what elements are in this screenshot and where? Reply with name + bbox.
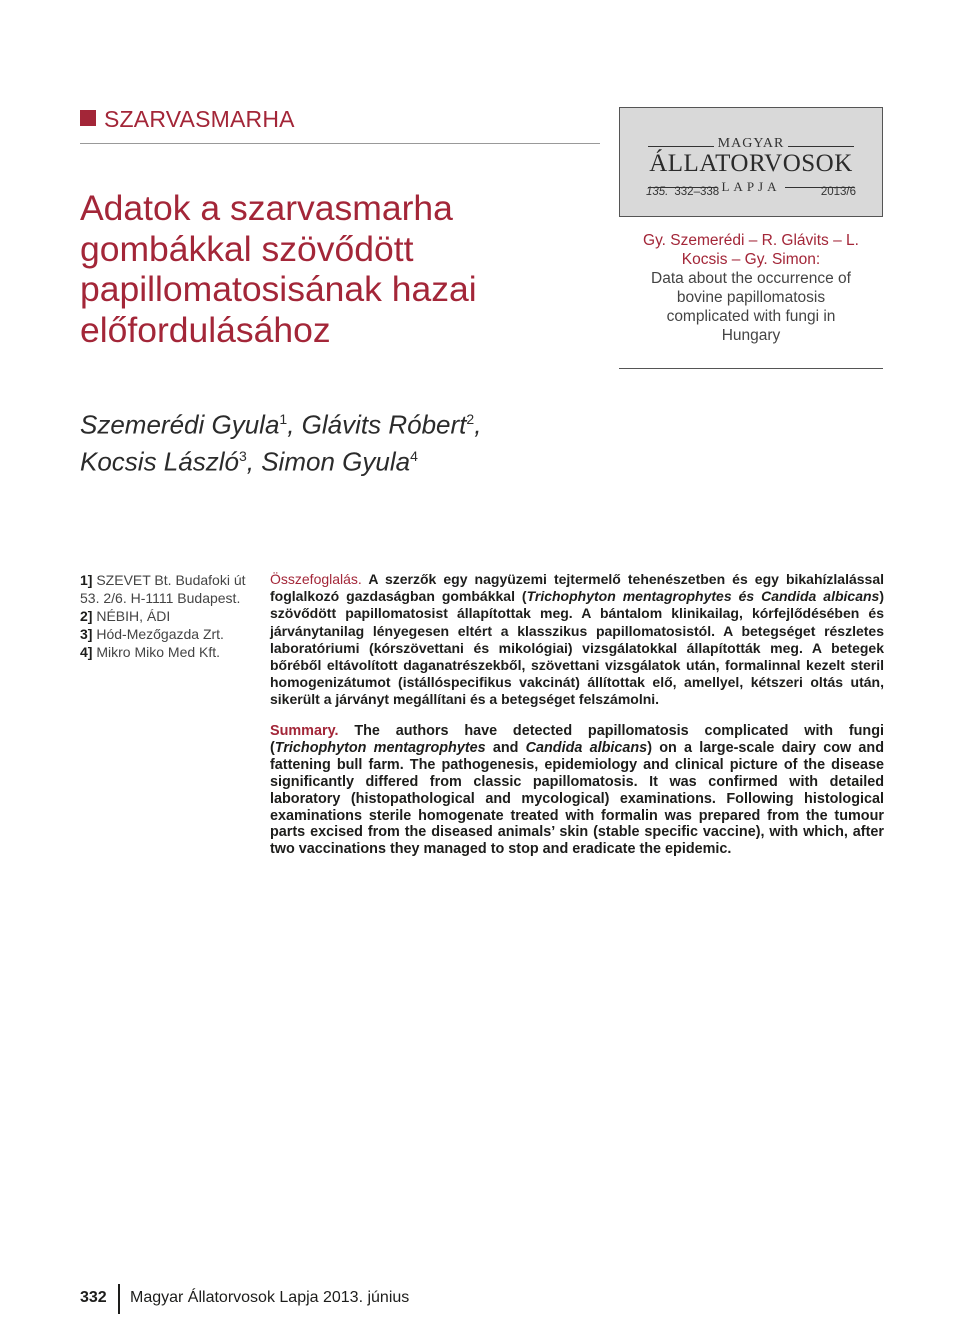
author-mark: 3 bbox=[238, 447, 247, 464]
english-authors: Gy. Szemerédi – R. Glávits – L. Kocsis – Gy. Simon: bbox=[643, 232, 859, 268]
author-list: Szemerédi Gyula$^1$, Glávits Róbert$^2$, Kocsis László$^3$, Simon Gyula$^4$ bbox=[80, 409, 482, 477]
english-title: Data about the occurrence of bovine papillomatosis complicated with fungi in Hungary bbox=[651, 270, 851, 344]
article-title: Adatok a szarvasmarha gombákkal szövődött papillomatosisának hazai előfordulásához bbox=[80, 188, 477, 350]
masthead-issue: 2013/6 bbox=[820, 186, 856, 198]
affiliation-item: 1] SZEVET Bt. Budafoki út 53. 2/6. H-1111 Budapest. bbox=[80, 572, 246, 606]
page-range: 332–338 bbox=[674, 186, 720, 198]
author-name: Simon Gyula bbox=[261, 446, 411, 477]
author-name: Kocsis László bbox=[80, 446, 239, 477]
species-name: Trichophyton mentagrophytes bbox=[274, 739, 486, 756]
masthead-allatorvosok: ÁLLATORVOSOK bbox=[649, 150, 853, 177]
affiliation-item: 3] Hód-Mezőgazda Zrt. bbox=[80, 626, 224, 642]
affiliations bbox=[80, 571, 260, 661]
affiliation-item: 4] Mikro Miko Med Kft. bbox=[80, 644, 221, 660]
english-reference bbox=[619, 231, 883, 345]
footer-journal: Magyar Állatorvosok Lapja 2013. június bbox=[130, 1289, 410, 1306]
masthead-volume bbox=[646, 186, 719, 198]
section-square-icon bbox=[80, 110, 96, 126]
journal-masthead bbox=[619, 107, 883, 217]
abstract-english: Summary. The authors have detected papillomatosis complicated with fungi (Trichophyton mentagrophytes and Candida albicans) on a large-scale dairy cow and fattening bull farm. The pathogenesis, epidemiology and clinical picture of the disease significantly differed from classic papillomatosis. It was confirmed with detailed laboratory (histopathological and mycological) examinations. Following histological examinations sterile homogenate treated with formalin was prepared from the tumour parts excised from the diseased animals’ skin (stable specific vaccine), with which, after two vaccinations they managed to stop and eradicate the epidemic. bbox=[270, 723, 884, 858]
volume-number: 135. bbox=[646, 186, 669, 198]
masthead-lapja: LAPJA bbox=[717, 179, 784, 194]
affiliation-item: 2] NÉBIH, ÁDI bbox=[80, 608, 171, 624]
species-names: Trichophyton mentagrophytes és Candida albicans bbox=[526, 588, 880, 605]
author-name: Glávits Róbert bbox=[301, 409, 467, 440]
abstract-hungarian: Összefoglalás. A szerzők egy nagyüzemi tejtermelő tehenészetben és egy bikahízlalással foglalkozó gazdaságban gombákkal (Trichophyton mentagrophytes és Candida albicans) szövődött papillomatosist állapítottak meg. A bántalom klinikailag, kórfejlődésében és járványtanilag lényegesen eltért a klasszikus papillomatosistól. A betegséget részletes laboratóriumi (kórszövettani és mikológiai) vizsgálatokkal állapították meg. A betegek bőréből eltávolított daganatrészekből, szövettani vizsgálatok után, formalinnal kezelt steril homogenizátumot (istállóspecifikus vakcinát) állítottak elő, amellyel, kétszeri oltás után, sikerült a járványt megállítani és a betegséget felszámolni. bbox=[270, 571, 885, 708]
page-number: 332 bbox=[80, 1289, 107, 1306]
author-name: Szemerédi Gyula bbox=[80, 409, 280, 440]
section-header bbox=[80, 106, 600, 144]
section-label: SZARVASMARHA bbox=[104, 106, 295, 132]
author-mark: 4 bbox=[410, 447, 418, 464]
species-name: Candida albicans bbox=[525, 739, 648, 756]
masthead-magyar: MAGYAR bbox=[714, 136, 789, 151]
footer-divider bbox=[118, 1284, 120, 1314]
author-mark: 1 bbox=[279, 411, 288, 427]
abstract-hu-lead: Összefoglalás. bbox=[270, 571, 362, 587]
section-rule bbox=[80, 143, 600, 144]
english-rule bbox=[619, 368, 883, 369]
abstract-en-lead: Summary. bbox=[270, 723, 339, 739]
author-mark: 2 bbox=[466, 411, 475, 427]
